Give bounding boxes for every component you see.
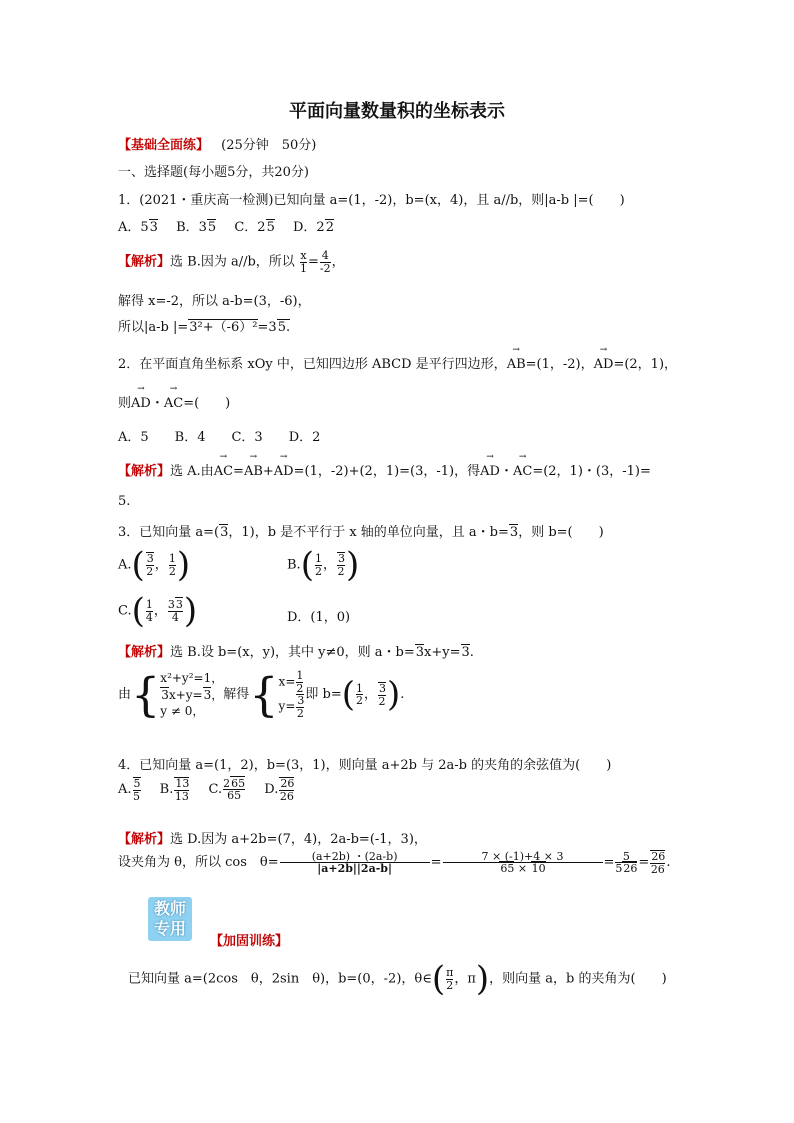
answer-3: 【解析】选 B.设 b=(x，y)，其中 y≠0，则 a・b=3x+y=3.: [118, 645, 474, 660]
page-title: 平面向量数量积的坐标表示: [289, 101, 505, 122]
question-3: 3．已知向量 a=(3，1)，b 是不平行于 x 轴的单位向量，且 a・b=3，则 b=( ): [118, 525, 604, 540]
answer-1-line3: 所以|a-b |=3²+（-6）²=35.: [118, 320, 291, 335]
answer-4: 【解析】选 D.因为 a+2b=(7，4)，2a-b=(-1，3)，: [118, 832, 427, 847]
answer-2-tail: 5.: [118, 494, 131, 509]
question-3-option-a: A.( $\frac{3}{2}$ ， $\frac{1}{2}$ ): [118, 545, 191, 585]
question-2-options: A．5 B．4 C．3 D．2: [118, 430, 321, 445]
question-5: 已知向量 a=(2cos θ，2sin θ)，b=(0，-2)，θ∈( $\frac{\pi}{2}$ ，π)，则向量 a，b 的夹角为( ): [128, 959, 667, 999]
question-2-ask: 则→ AD・→ AC=( ): [118, 392, 230, 411]
answer-4-formula: 设夹角为 θ，所以 cos θ= $\frac{(a+2b) ・(2a-b)}{|a+2b||2a-b|}$ = $\frac{7 \times (-1)+4 \times 3}{65 \times 10}$ = $\frac{5}{526}$ = $\frac{26}{26}$ .: [118, 849, 671, 876]
teacher-only-badge: 教师 专用: [148, 897, 192, 941]
question-1-options: A．53 B．35 C．25 D．22: [118, 220, 334, 235]
part-heading: 一、选择题(每小题5分，共20分): [118, 165, 309, 180]
question-2: 2．在平面直角坐标系 xOy 中，已知四边形 ABCD 是平行四边形，→ AB=(1，-2)，→ AD=(2，1)，: [118, 353, 677, 372]
section-header: 【基础全面练】 (25分钟 50分): [118, 138, 317, 153]
question-3-option-b: B.( $\frac{1}{2}$ ， $\frac{3}{2}$ ): [287, 545, 360, 585]
question-3-option-d: D．(1，0): [287, 610, 351, 625]
question-3-option-c: C.( $\frac{1}{4}$ ， $\frac{33}{4}$ ): [118, 591, 198, 631]
reinforcement-heading: 【加固训练】: [210, 934, 289, 949]
answer-1: 【解析】选 B.因为 a//b，所以 $\frac{x}{1}$ = $\frac{4}{-2}$ ，: [118, 249, 345, 275]
answer-3-system: 由{ x²+y²=1， 3x+y=3， y ≠ 0， 解得{ x= $\frac{1}{2}$ y= $\frac{3}{2}$ 即 b=( $\frac{1}{2}$ ， $\frac{3}{2}$ ).: [118, 667, 405, 722]
question-4-options: A. $\frac{5}{5}$ B. $\frac{13}{13}$ C. $\frac{265}{65}$ D. $\frac{26}{26}$: [118, 776, 295, 803]
question-1: 1．(2021・重庆高一检测)已知向量 a=(1，-2)，b=(x，4)，且 a//b，则|a-b |=( ): [118, 193, 625, 208]
answer-1-line2: 解得 x=-2，所以 a-b=(3，-6)，: [118, 294, 311, 309]
answer-2: 【解析】选 A.由→ AC=→ AB+→ AD=(1，-2)+(2，1)=(3，-1)，得→ AD・→ AC=(2，1)・(3，-1)=: [118, 460, 651, 479]
question-4: 4．已知向量 a=(1，2)，b=(3，1)，则向量 a+2b 与 2a-b 的夹角的余弦值为( ): [118, 758, 612, 773]
